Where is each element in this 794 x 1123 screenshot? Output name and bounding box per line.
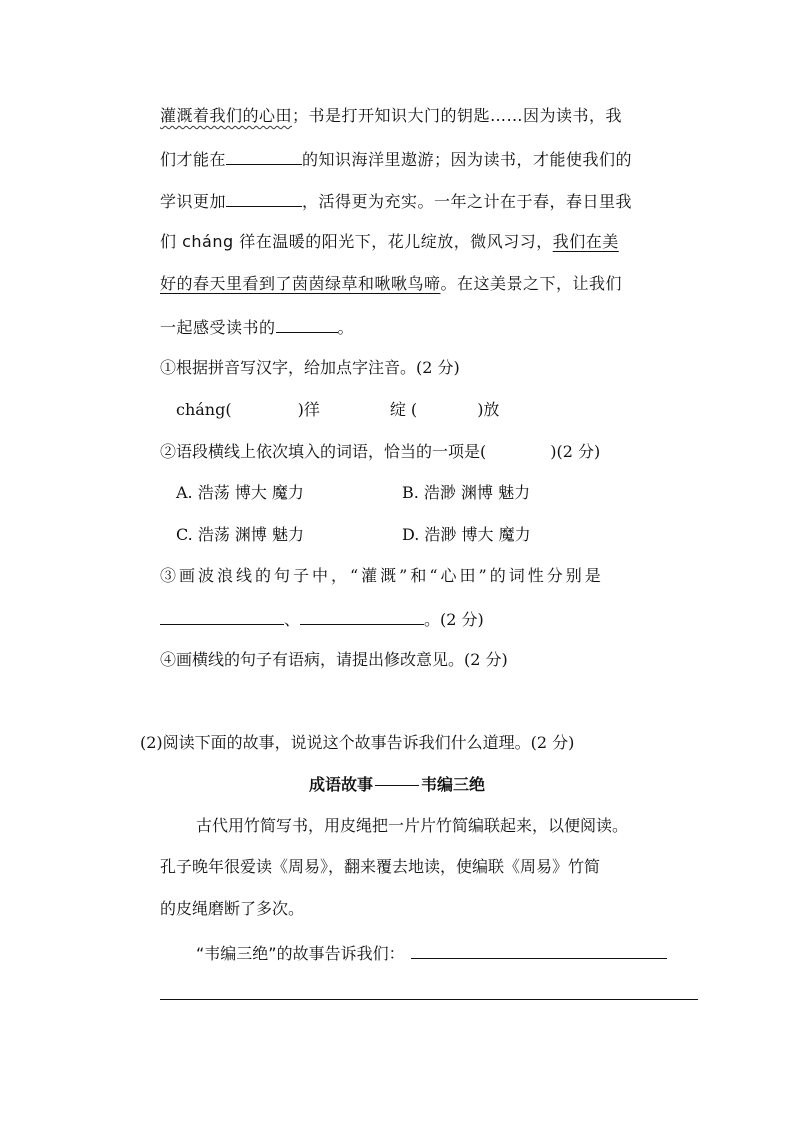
answer-suffix: )徉 (297, 400, 320, 419)
passage-text: 的知识海洋里遨游；因为读书，才能使我们的 (302, 150, 633, 169)
question-3-answers (160, 608, 484, 630)
option-c[interactable]: C. 浩荡 渊博 魅力 (176, 525, 305, 544)
pinyin-prompt: cháng( (176, 400, 232, 419)
passage-text: 。在这美景之下，让我们 (440, 274, 623, 293)
passage-text: ，活得更为充实。一年之计在于春，春日里我 (302, 192, 633, 211)
answer-line-3[interactable] (411, 942, 667, 959)
answer-line-4[interactable] (160, 999, 698, 1000)
fill-blank-1[interactable] (226, 148, 302, 165)
passage-line-5 (160, 274, 622, 294)
underlined-sentence: 好的春天里看到了茵茵绿草和啾啾鸟啼 (160, 274, 441, 293)
passage-text: 学识更加 (160, 192, 227, 211)
question-2-text: ②语段横线上依次填入的词语，恰当的一项是( (160, 442, 487, 461)
question-1: ①根据拼音写汉字，给加点字注音。(2 分) (160, 358, 460, 377)
passage-line-2 (160, 148, 632, 170)
passage-text: ；书是打开知识大门的钥匙……因为读书，我 (292, 106, 623, 125)
separator: 、 (284, 610, 301, 629)
story-line-3: 的皮绳磨断了多次。 (160, 899, 305, 918)
underlined-sentence: 我们在美 (552, 232, 619, 251)
wavy-underlined-sentence: 灌溉着我们的心田 (160, 106, 293, 125)
passage-line-4 (160, 232, 619, 252)
char-prompt: 绽 ( (389, 400, 418, 419)
passage-text: 们才能在 (160, 150, 227, 169)
passage-text: 们 cháng 徉在温暖的阳光下，花儿绽放，微风习习， (160, 232, 553, 251)
question-4: ④画横线的句子有语病，请提出修改意见。(2 分) (160, 650, 508, 669)
passage-text: 一起感受读书的 (160, 318, 276, 337)
options-row-2 (176, 525, 531, 545)
story-title-right: 韦编三绝 (421, 775, 486, 794)
question-3: ③画波浪线的句子中，“灌溉”和“心田”的词性分别是 (160, 566, 604, 585)
story-title-left: 成语故事 (308, 775, 373, 794)
answer-row (196, 942, 667, 964)
story-line-2: 孔子晚年很爱读《周易》，翻来覆去地读，使编联《周易》竹简 (160, 857, 601, 876)
passage-line-6 (160, 316, 354, 338)
answer-line-1[interactable] (160, 608, 284, 625)
option-b[interactable]: B. 浩渺 渊博 魅力 (402, 483, 531, 502)
answer-suffix: )放 (477, 400, 500, 419)
passage-text: 。 (337, 318, 355, 337)
story-title (0, 772, 794, 795)
answer-line-2[interactable] (300, 608, 424, 625)
question-3-score: 。(2 分) (424, 610, 484, 629)
passage-line-3 (160, 190, 632, 212)
fill-blank-2[interactable] (226, 190, 302, 207)
option-d[interactable]: D. 浩渺 博大 魔力 (402, 525, 531, 544)
answer-label: “韦编三绝”的故事告诉我们： (196, 944, 405, 963)
answer-slot-3[interactable] (486, 441, 550, 457)
title-dash (375, 785, 419, 786)
answer-slot-1[interactable] (232, 399, 298, 415)
answer-slot-2[interactable] (417, 399, 477, 415)
part-2-prompt: (2)阅读下面的故事，说说这个故事告诉我们什么道理。(2 分) (140, 733, 575, 752)
passage-line-1 (160, 106, 622, 126)
question-2-score: )(2 分) (550, 442, 601, 461)
question-1-answers (176, 399, 499, 420)
option-a[interactable]: A. 浩荡 博大 魔力 (176, 483, 304, 502)
question-2 (160, 441, 600, 462)
options-row-1 (176, 483, 530, 503)
story-line-1: 古代用竹简写书，用皮绳把一片片竹简编联起来，以便阅读。 (196, 816, 629, 835)
fill-blank-3[interactable] (276, 316, 338, 333)
